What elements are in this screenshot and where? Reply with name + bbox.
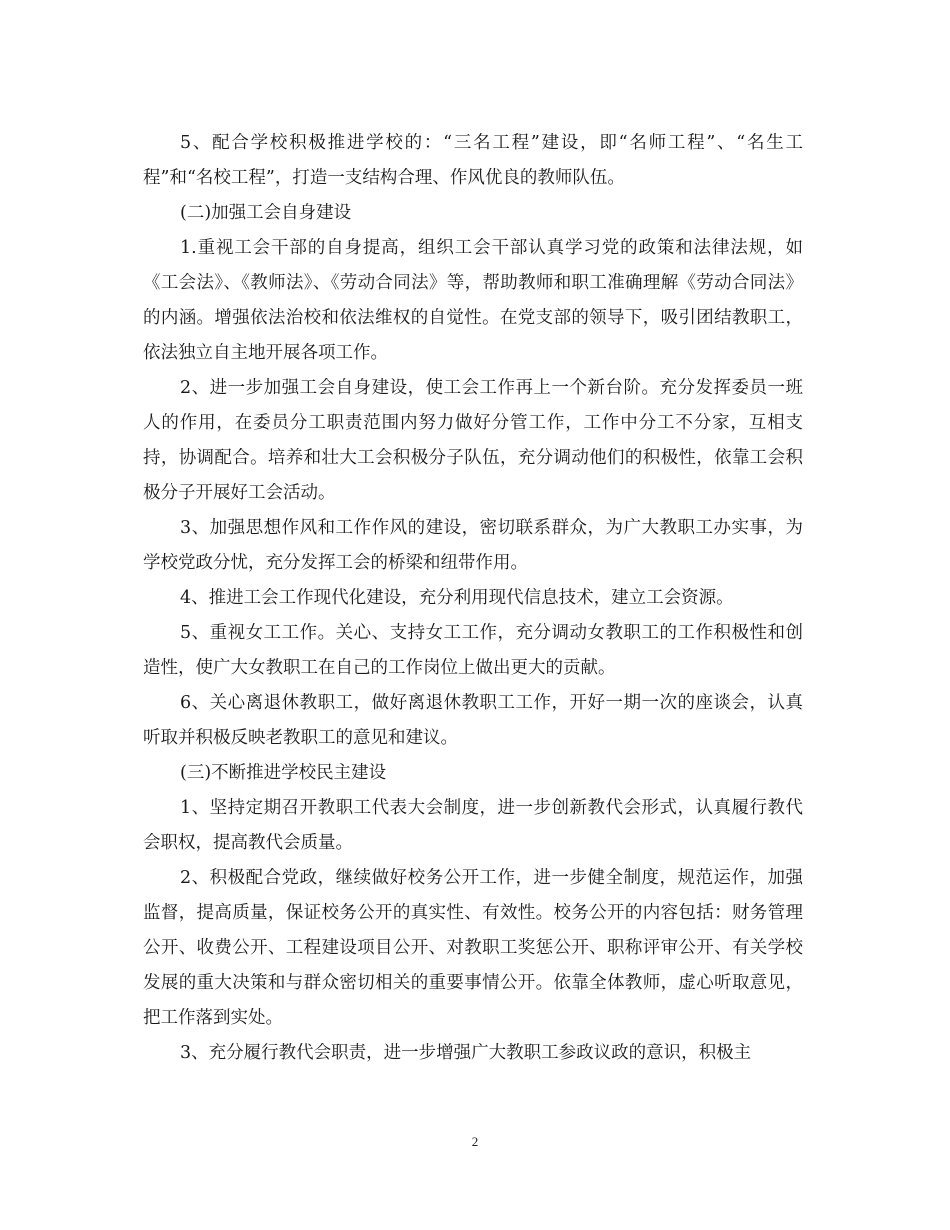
paragraph-item-3-work-style: 3、加强思想作风和工作作风的建设，密切联系群众，为广大教职工办实事，为学校党政分忧，充分发挥工会的桥梁和纽带作用。 — [143, 518, 803, 573]
section-heading-2: (二)加强工会自身建设 — [180, 203, 352, 223]
document-body — [143, 126, 803, 1071]
paragraph-item-5-female-workers: 5、重视女工工作。关心、支持女工工作，充分调动女教职工的工作积极性和创造性，使广大女教职工在自己的工作岗位上做出更大的贡献。 — [143, 623, 803, 678]
paragraph-item-3-congress-duties: 3、充分履行教代会职责，进一步增强广大教职工参政议政的意识，积极主 — [180, 1043, 752, 1063]
paragraph-item-2-union-building: 2、进一步加强工会自身建设，使工会工作再上一个新台阶。充分发挥委员一班人的作用，在委员分工职责范围内努力做好分管工作，工作中分工不分家，互相支持，协调配合。培养和壮大工会积极分子队伍，充分调动他们的积极性，依靠工会积极分子开展好工会活动。 — [143, 378, 803, 503]
paragraph-item-1-congress: 1、坚持定期召开教职工代表大会制度，进一步创新教代会形式，认真履行教代会职权，提高教代会质量。 — [143, 798, 803, 853]
section-heading-3: (三)不断推进学校民主建设 — [180, 763, 387, 783]
page-number: 2 — [471, 1134, 479, 1149]
paragraph-item-2-affairs-openness: 2、积极配合党政，继续做好校务公开工作，进一步健全制度，规范运作，加强监督，提高质量，保证校务公开的真实性、有效性。校务公开的内容包括：财务管理公开、收费公开、工程建设项目公开、对教职工奖惩公开、职称评审公开、有关学校发展的重大决策和与群众密切相关的重要事情公开。依靠全体教师，虚心听取意见，把工作落到实处。 — [143, 868, 803, 1028]
paragraph-item-6-retired-staff: 6、关心离退休教职工，做好离退休教职工工作，开好一期一次的座谈会，认真听取并积极反映老教职工的意见和建议。 — [143, 693, 803, 748]
paragraph-item-5-three-famous: 5、配合学校积极推进学校的：“三名工程”建设，即“名师工程”、“名生工程”和“名校工程”，打造一支结构合理、作风优良的教师队伍。 — [143, 133, 803, 188]
paragraph-item-4-modernization: 4、推进工会工作现代化建设，充分利用现代信息技术，建立工会资源。 — [180, 588, 734, 608]
paragraph-item-1-union-cadres: 1.重视工会干部的自身提高，组织工会干部认真学习党的政策和法律法规，如《工会法》、《教师法》、《劳动合同法》等，帮助教师和职工准确理解《劳动合同法》的内涵。增强依法治校和依法维权的自觉性。在党支部的领导下，吸引团结教职工，依法独立自主地开展各项工作。 — [143, 238, 803, 363]
